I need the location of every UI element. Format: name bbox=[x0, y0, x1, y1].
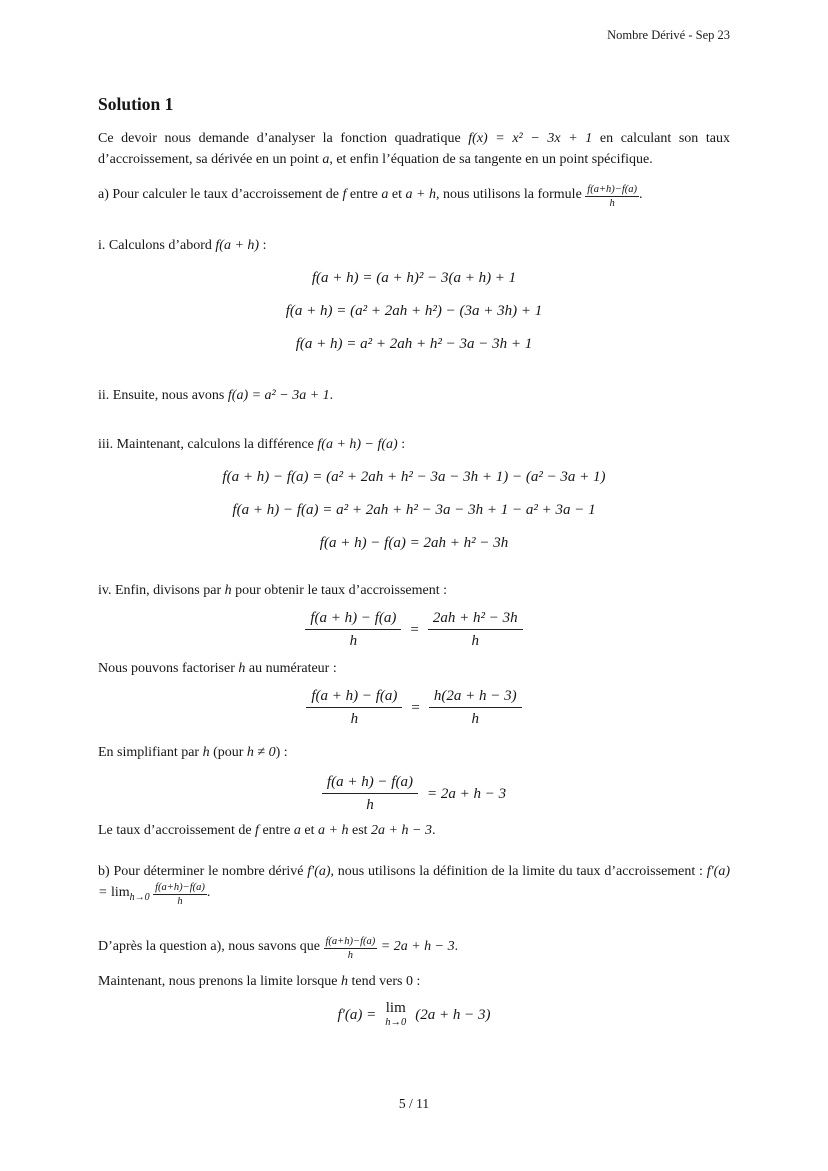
text-run: pour obtenir le taux d’accroissement : bbox=[231, 583, 448, 599]
math-inline: = 2a + h − 3 bbox=[377, 939, 455, 955]
math-inline: f′(a) = bbox=[98, 864, 730, 901]
text-run: . bbox=[431, 823, 436, 839]
text-run: Maintenant, nous prenons la limite lorsque bbox=[98, 974, 342, 989]
text-run: , nous utilisons la définition de la limite du taux d’accroissement : bbox=[330, 864, 707, 880]
fraction-numerator: f(a + h) − f(a) bbox=[322, 773, 418, 794]
math-inline: f(a + h) − f(a) bbox=[317, 437, 398, 453]
fraction bbox=[322, 773, 418, 814]
fraction bbox=[428, 609, 523, 650]
recall-paragraph bbox=[98, 936, 730, 961]
fraction-denominator: h bbox=[609, 198, 615, 210]
equation: f(a + h) − f(a) = a² + 2ah + h² − 3a − 3h + 1 − a² + 3a − 1 bbox=[232, 502, 596, 519]
text-run: b) Pour déterminer le nombre dérivé bbox=[98, 864, 308, 880]
page-number: 5 / 11 bbox=[398, 1096, 430, 1111]
text-run: iii. Maintenant, calculons la différence bbox=[98, 437, 318, 453]
math-run: = 2a + h − 3 bbox=[426, 785, 507, 802]
text-run: iv. Enfin, divisons par bbox=[98, 583, 225, 599]
fraction-numerator: f(a + h) − f(a) bbox=[305, 609, 401, 630]
math-inline: f bbox=[342, 187, 347, 203]
lim-subscript: h→0 bbox=[385, 1017, 407, 1028]
text-run: ii. Ensuite, nous avons bbox=[98, 388, 228, 404]
fraction-numerator: 2ah + h² − 3h bbox=[428, 609, 523, 630]
step-iii-label bbox=[98, 434, 730, 455]
intro-paragraph bbox=[98, 128, 730, 170]
text-run: au numérateur : bbox=[245, 661, 337, 677]
fraction bbox=[305, 609, 401, 650]
text-run: a) Pour calculer le taux d’accroissement de bbox=[98, 187, 343, 203]
fraction-denominator: h bbox=[350, 711, 359, 728]
math-inline: a bbox=[322, 152, 330, 167]
equals-sign: = bbox=[410, 621, 419, 638]
page-content bbox=[0, 93, 828, 1029]
text-run: Nous pouvons factoriser bbox=[98, 661, 239, 677]
math-inline: h ≠ 0 bbox=[246, 745, 276, 761]
fraction-numerator: f(a+h)−f(a) bbox=[585, 184, 639, 197]
lim-subscript: h→0 bbox=[129, 891, 150, 903]
part-b-paragraph bbox=[98, 861, 730, 908]
math-inline: h bbox=[202, 745, 210, 761]
math-inline: h bbox=[224, 583, 232, 599]
page-title: Solution 1 bbox=[98, 94, 174, 114]
step-i-label bbox=[98, 235, 730, 256]
text-run: , nous utilisons la formule bbox=[435, 187, 586, 203]
math-inline: f′(a) bbox=[307, 864, 331, 880]
text-run: , et enfin l’équation de sa tangente en un point spécifique. bbox=[329, 152, 653, 167]
text-run: et bbox=[300, 823, 319, 839]
text-run: en calculant son taux d’accroissement, sa dérivée en un point bbox=[98, 131, 730, 167]
fraction-equation bbox=[98, 687, 730, 728]
simplify-label bbox=[98, 742, 730, 763]
equals-sign: = bbox=[411, 699, 420, 716]
fraction bbox=[306, 687, 402, 728]
limit-equation bbox=[98, 1001, 730, 1029]
text-run: (pour bbox=[209, 745, 247, 761]
math-inline: f(x) = x² − 3x + 1 bbox=[468, 131, 593, 146]
inline-fraction bbox=[153, 882, 207, 907]
fraction-denominator: h bbox=[366, 797, 374, 814]
equation: f(a + h) = (a² + 2ah + h²) − (3a + 3h) + 1 bbox=[285, 303, 543, 320]
math-inline: 2a + h − 3 bbox=[371, 823, 432, 839]
text-run: et bbox=[388, 187, 406, 203]
math-run: f′(a) = bbox=[337, 1006, 377, 1023]
text-run: : bbox=[259, 238, 267, 254]
fraction-denominator: h bbox=[471, 633, 480, 650]
part-a-paragraph bbox=[98, 184, 730, 209]
text-run: : bbox=[397, 437, 406, 453]
equation: f(a + h) − f(a) = (a² + 2ah + h² − 3a − 3h + 1) − (a² − 3a + 1) bbox=[222, 469, 606, 486]
math-inline: a + h bbox=[318, 823, 349, 839]
fraction-equation bbox=[98, 609, 730, 650]
factor-label bbox=[98, 658, 730, 679]
text-run: . bbox=[454, 939, 459, 955]
math-inline: a + h bbox=[405, 187, 436, 203]
math-inline: h bbox=[238, 661, 246, 677]
step-ii-label bbox=[98, 385, 730, 406]
text-run: entre bbox=[258, 823, 294, 839]
math-run: (2a + h − 3) bbox=[415, 1006, 491, 1023]
limit-intro-paragraph bbox=[98, 971, 730, 992]
text-run: . bbox=[329, 388, 334, 404]
math-inline: a bbox=[381, 187, 389, 203]
fraction bbox=[429, 687, 522, 728]
fraction-numerator: h(2a + h − 3) bbox=[429, 687, 522, 708]
fraction-numerator: f(a+h)−f(a) bbox=[153, 882, 207, 895]
fraction-numerator: f(a+h)−f(a) bbox=[324, 936, 378, 949]
text-run: tend vers 0 : bbox=[348, 974, 421, 989]
step-iv-label bbox=[98, 580, 730, 601]
conclusion-a-paragraph bbox=[98, 820, 730, 841]
lim-word: lim bbox=[110, 885, 130, 901]
limit-operator bbox=[385, 1001, 406, 1029]
equation: f(a + h) = a² + 2ah + h² − 3a − 3h + 1 bbox=[295, 336, 533, 353]
text-run: En simplifiant par bbox=[98, 745, 203, 761]
text-run: entre bbox=[346, 187, 382, 203]
inline-fraction bbox=[585, 184, 639, 209]
fraction-denominator: h bbox=[349, 633, 358, 650]
text-run: i. Calculons d’abord bbox=[98, 238, 216, 254]
inline-fraction bbox=[324, 936, 378, 961]
fraction-denominator: h bbox=[471, 711, 479, 728]
equation: f(a + h) = (a + h)² − 3(a + h) + 1 bbox=[311, 270, 517, 287]
text-run: . bbox=[206, 885, 211, 901]
math-inline: f(a) = a² − 3a + 1 bbox=[227, 388, 330, 404]
equation: f(a + h) − f(a) = 2ah + h² − 3h bbox=[319, 535, 509, 552]
fraction-denominator: h bbox=[347, 949, 354, 961]
math-inline: f(a + h) bbox=[215, 238, 260, 254]
math-inline: a bbox=[293, 823, 301, 839]
text-run: . bbox=[639, 187, 643, 203]
fraction-denominator: h bbox=[177, 896, 183, 908]
fraction-numerator: f(a + h) − f(a) bbox=[306, 687, 402, 708]
text-run: ) : bbox=[275, 745, 288, 761]
text-run: Ce devoir nous demande d’analyser la fonction quadratique bbox=[98, 131, 469, 146]
lim-word: lim bbox=[385, 1000, 406, 1016]
math-inline: f bbox=[255, 823, 259, 839]
page-header: Nombre Dérivé - Sep 23 bbox=[607, 28, 730, 42]
math-inline: h bbox=[341, 974, 349, 989]
text-run: D’après la question a), nous savons que bbox=[98, 939, 324, 955]
text-run: Le taux d’accroissement de bbox=[98, 823, 256, 839]
fraction-equation bbox=[98, 773, 730, 814]
text-run: est bbox=[348, 823, 372, 839]
